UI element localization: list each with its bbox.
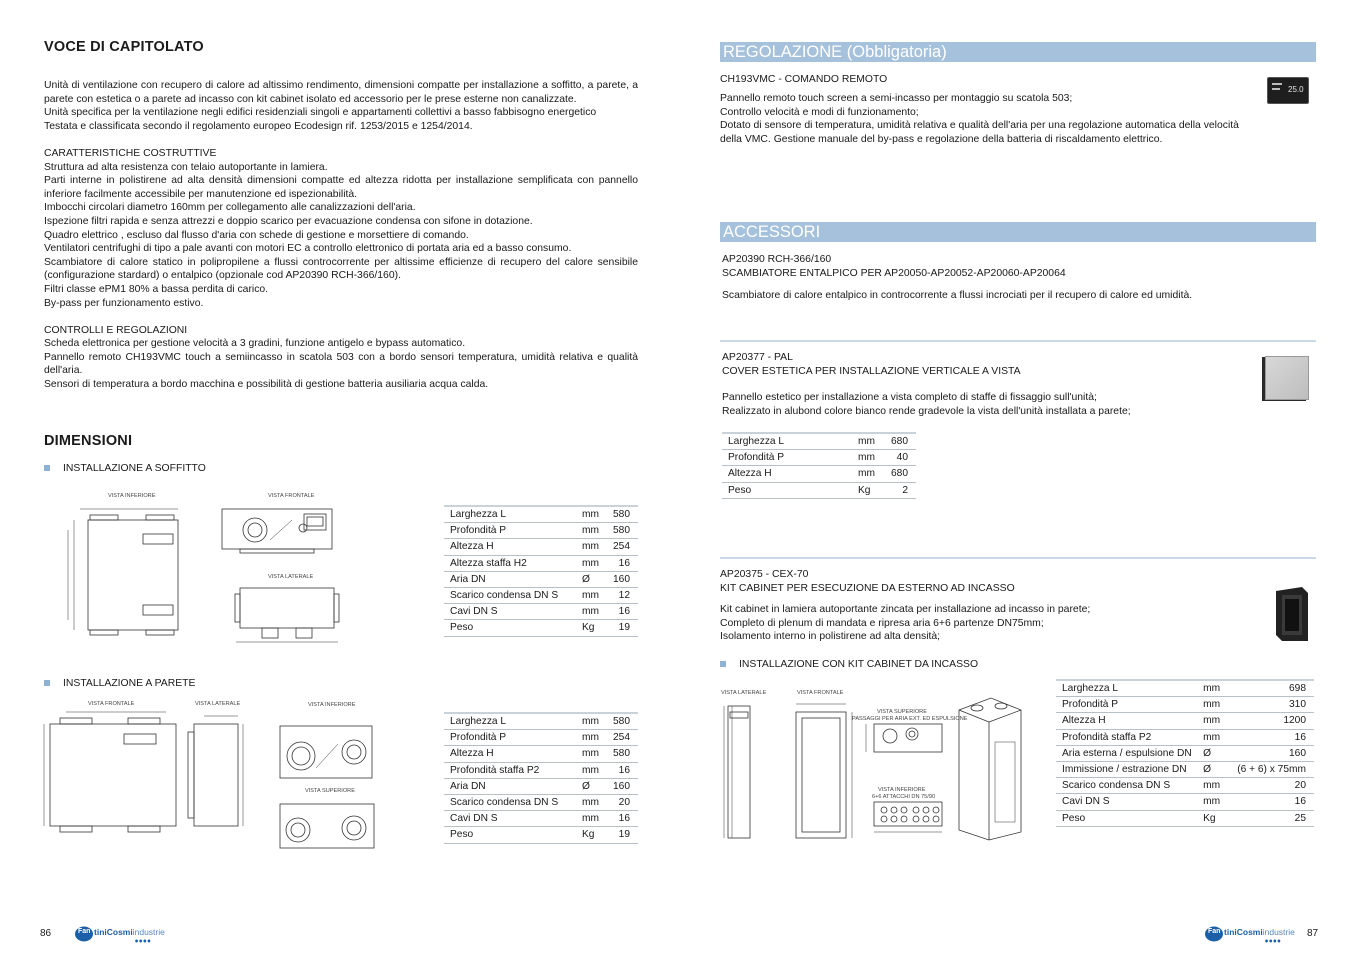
display-value: 25.0 bbox=[1288, 85, 1304, 94]
caratteristiche-item: By-pass per funzionamento estivo. bbox=[44, 297, 204, 309]
view-label: VISTA INFERIORE bbox=[308, 702, 356, 708]
remote-control-image bbox=[1267, 77, 1309, 104]
table-row: Altezza H mm 580 bbox=[444, 746, 638, 762]
bullet-icon bbox=[44, 465, 50, 471]
view-label: VISTA LATERALE bbox=[195, 701, 241, 707]
drawing-cabinet-top bbox=[866, 720, 950, 760]
table-row: Larghezza L mm 580 bbox=[444, 506, 638, 523]
bullet-icon bbox=[44, 680, 50, 686]
table-row: Altezza H mm 254 bbox=[444, 539, 638, 555]
table-row: Peso Kg 25 bbox=[1056, 810, 1314, 826]
soffitto-label: INSTALLAZIONE A SOFFITTO bbox=[63, 463, 206, 474]
brand-name: tiniCosmiindustrie bbox=[94, 927, 165, 937]
controlli-item: Sensori di temperatura a bordo macchina e possibilità di gestione batteria ausiliaria acqua calda. bbox=[44, 379, 489, 391]
table-row: Aria DN Ø 160 bbox=[444, 778, 638, 794]
ap20375-body: Kit cabinet in lamiera autoportante zincata per installazione ad incasso in parete; Completo di plenum di mandata e ripresa aria 6+6 partenze DN75mm; Isolamento interno in polistirene ad alta densità; bbox=[720, 604, 1091, 643]
bullet-icon bbox=[720, 661, 726, 667]
drawing-cabinet-bottom bbox=[866, 800, 950, 836]
drawing-cabinet-front bbox=[788, 698, 852, 846]
cabinet-image bbox=[1272, 585, 1312, 643]
table-row: Peso Kg 19 bbox=[444, 827, 638, 843]
table-parete bbox=[444, 712, 638, 844]
table-row: Altezza H mm 1200 bbox=[1056, 713, 1314, 729]
view-label: VISTA SUPERIORE bbox=[877, 709, 927, 715]
table-row: Profondità P mm 580 bbox=[444, 523, 638, 539]
table-row: Immissione / estrazione DN Ø (6 + 6) x 75mm bbox=[1056, 761, 1314, 777]
regolazione-title: REGOLAZIONE (Obbligatoria) bbox=[720, 42, 1316, 62]
parete-label: INSTALLAZIONE A PARETE bbox=[63, 678, 196, 689]
ap20377-name: COVER ESTETICA PER INSTALLAZIONE VERTICALE A VISTA bbox=[722, 366, 1021, 377]
table-row: Peso Kg 19 bbox=[444, 620, 638, 636]
ap20377-code: AP20377 - PAL bbox=[722, 352, 793, 363]
brand-name: tiniCosmiindustrie bbox=[1224, 927, 1295, 937]
caratteristiche-item: Struttura ad alta resistenza con telaio autoportante in lamiera. bbox=[44, 161, 328, 173]
table-row: Altezza H mm 680 bbox=[722, 466, 916, 482]
drawing-cabinet-side bbox=[722, 698, 762, 846]
drawing-ceiling-side bbox=[232, 582, 342, 647]
drawing-ceiling-bottom bbox=[60, 500, 200, 645]
view-label: 6+6 ATTACCHI DN 75/90 bbox=[872, 794, 936, 800]
table-row: Altezza staffa H2 mm 16 bbox=[444, 555, 638, 571]
view-label: VISTA FRONTALE bbox=[88, 701, 135, 707]
drawing-ceiling-front bbox=[220, 500, 335, 560]
view-label: VISTA INFERIORE bbox=[108, 493, 156, 499]
caratteristiche-title: CARATTERISTICHE COSTRUTTIVE bbox=[44, 147, 217, 159]
view-label: VISTA LATERALE bbox=[268, 574, 314, 580]
caratteristiche-item: Filtri classe ePM1 80% a bassa perdita di carico. bbox=[44, 283, 269, 295]
table-pal bbox=[722, 432, 916, 499]
table-row: Scarico condensa DN S mm 12 bbox=[444, 587, 638, 603]
page-number-right: 87 bbox=[1307, 928, 1319, 939]
caratteristiche-item: Quadro elettrico , escluso dal flusso d'aria con schede di gestione e morsettiere di comando. bbox=[44, 229, 469, 241]
view-label: VISTA INFERIORE bbox=[878, 787, 926, 793]
caratteristiche-item: Ventilatori centrifughi di tipo a pale avanti con motori EC a controllo elettronico di portata aria ed a basso consumo. bbox=[44, 243, 572, 255]
caratteristiche-item: Imbocchi circolari diametro 160mm per collegamento alle canalizzazioni dell'aria. bbox=[44, 202, 416, 214]
page-number-left: 86 bbox=[40, 928, 52, 939]
display-bar-icon bbox=[1272, 88, 1280, 90]
intro-text: Testata e classificata secondo il regolamento europeo Ecodesign rif. 1253/2015 e 1254/2014. bbox=[44, 120, 473, 132]
ap20375-name: KIT CABINET PER ESECUZIONE DA ESTERNO AD INCASSO bbox=[720, 583, 1015, 594]
drawing-wall-front bbox=[40, 708, 180, 838]
drawing-cabinet-iso bbox=[955, 692, 1027, 842]
table-row: Aria esterna / espulsione DN Ø 160 bbox=[1056, 745, 1314, 761]
table-row: Profondità P mm 40 bbox=[722, 450, 916, 466]
ap20377-body: Pannello estetico per installazione a vista completo di staffe di fissaggio sull'unità; Realizzato in alubond colore bianco rende gradevole la vista dell'unità installata a parete; bbox=[722, 392, 1131, 417]
table-row: Profondità P mm 310 bbox=[1056, 697, 1314, 713]
divider bbox=[720, 557, 1316, 559]
view-label: PASSAGGI PER ARIA EXT. ED ESPULSIONE bbox=[852, 716, 968, 722]
view-label: VISTA SUPERIORE bbox=[305, 788, 355, 794]
controlli-item: Pannello remoto CH193VMC touch a semiincasso in scatola 503 con a bordo sensori temperatura, umidità relativa e qualità dell'aria. bbox=[44, 351, 638, 377]
view-label: VISTA FRONTALE bbox=[268, 493, 315, 499]
ap20390-text: Scambiatore di calore entalpico in controcorrente a flussi incrociati per il recupero di calore ed umidità. bbox=[722, 290, 1193, 301]
table-row: Cavi DN S mm 16 bbox=[1056, 794, 1314, 810]
table-row: Scarico condensa DN S mm 20 bbox=[1056, 778, 1314, 794]
drawing-wall-top bbox=[276, 794, 380, 856]
table-row: Peso Kg 2 bbox=[722, 482, 916, 498]
table-row: Profondità P mm 254 bbox=[444, 730, 638, 746]
table-cex bbox=[1056, 679, 1314, 827]
dimensioni-title: DIMENSIONI bbox=[44, 433, 133, 449]
table-row: Larghezza L mm 680 bbox=[722, 433, 916, 450]
incasso-label: INSTALLAZIONE CON KIT CABINET DA INCASSO bbox=[739, 659, 979, 670]
table-row: Larghezza L mm 698 bbox=[1056, 680, 1314, 697]
table-row: Aria DN Ø 160 bbox=[444, 571, 638, 587]
cover-panel-image bbox=[1265, 356, 1309, 400]
drawing-wall-bottom bbox=[278, 708, 378, 788]
brand-dots-icon: ●●●● bbox=[1265, 938, 1282, 943]
caratteristiche-item: Ispezione filtri rapida e senza attrezzi e doppio scarico per evacuazione condensa con sifone in dotazione. bbox=[44, 215, 533, 227]
caratteristiche-item: Parti interne in polistirene ad alta densità dimensioni compatte ed altezza ridotta per installazione semplificata con pannello inferiore facilmente accessibile per manutenzione ed ispezionabilità. bbox=[44, 175, 638, 200]
ap20390-code: AP20390 RCH-366/160 bbox=[722, 254, 832, 265]
ap20375-code: AP20375 - CEX-70 bbox=[720, 569, 809, 580]
brand-dots-icon: ●●●● bbox=[135, 938, 152, 943]
display-bar-icon bbox=[1272, 83, 1282, 85]
ch193-code: CH193VMC - COMANDO REMOTO bbox=[720, 74, 888, 85]
table-row: Scarico condensa DN S mm 20 bbox=[444, 794, 638, 810]
drawing-wall-side bbox=[180, 708, 250, 838]
voce-title: VOCE DI CAPITOLATO bbox=[44, 39, 204, 55]
table-row: Cavi DN S mm 16 bbox=[444, 811, 638, 827]
accessori-title: ACCESSORI bbox=[720, 222, 1316, 242]
ch193-body: Pannello remoto touch screen a semi-incasso per montaggio su scatola 503; Controllo velocità e modi di funzionamento; Dotato di sensore di temperatura, umidità relativa e qualità dell'aria per una regolazione automatica della velocità della VMC. Gestione manuale del by-pass e regolazione della batteria di riscaldamento elettrico. bbox=[720, 93, 1239, 145]
table-row: Larghezza L mm 580 bbox=[444, 713, 638, 730]
table-row: Profondità staffa P2 mm 16 bbox=[444, 762, 638, 778]
voce-body bbox=[44, 79, 638, 392]
brand-fan: Fan bbox=[1208, 928, 1221, 935]
intro-text: Unità di ventilazione con recupero di calore ad altissimo rendimento, dimensioni compatte per installazione a soffitto, a parete, a parete con estetica o a parete ad incasso con kit cabinet isolato ed accessorio per le prese esterne non canalizzate. bbox=[44, 80, 638, 105]
brand-fan: Fan bbox=[78, 928, 91, 935]
table-row: Cavi DN S mm 16 bbox=[444, 604, 638, 620]
controlli-title: CONTROLLI E REGOLAZIONI bbox=[44, 324, 188, 336]
divider bbox=[720, 340, 1316, 342]
table-soffitto bbox=[444, 505, 638, 637]
ap20390-name: SCAMBIATORE ENTALPICO PER AP20050-AP20052-AP20060-AP20064 bbox=[722, 268, 1066, 279]
controlli-item: Scheda elettronica per gestione velocità a 3 gradini, funzione antigelo e bypass automatico. bbox=[44, 338, 466, 350]
view-label: VISTA FRONTALE bbox=[797, 690, 844, 696]
intro-text: Unità specifica per la ventilazione negli edifici residenziali singoli e appartamenti collettivi a basso fabbisogno energetico bbox=[44, 107, 597, 119]
view-label: VISTA LATERALE bbox=[721, 690, 767, 696]
table-row: Profondità staffa P2 mm 16 bbox=[1056, 729, 1314, 745]
caratteristiche-item: Scambiatore di calore statico in polipropilene a flussi controcorrente per altissime efficienze di recupero del calore sensibile (configurazione stardard) o entalpico (opzionale cod AP20390 RCH-366/160). bbox=[44, 256, 638, 282]
